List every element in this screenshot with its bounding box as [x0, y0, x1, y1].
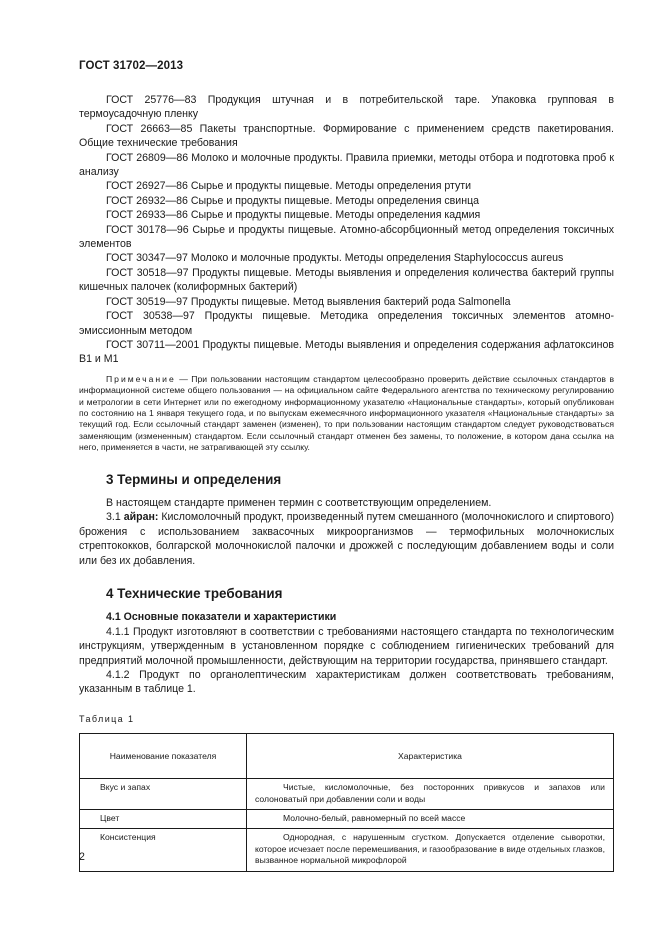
- definition-airan: [79, 510, 614, 568]
- reference-item: ГОСТ 26933—86 Сырье и продукты пищевые. Методы определения кадмия: [106, 209, 481, 222]
- note-label: Примечание: [106, 373, 176, 384]
- reference-item: ГОСТ 25776—83 Продукция штучная и в потребительской таре. Упаковка групповая в термоусадочную пленку: [79, 94, 614, 121]
- reference-item: ГОСТ 30178—96 Сырье и продукты пищевые. Атомно-абсорбционный метод определения токсичных элементов: [79, 223, 614, 251]
- document-header: ГОСТ 31702—2013: [79, 60, 184, 72]
- reference-item: ГОСТ 26663—85 Пакеты транспортные. Формирование с применением средств пакетирования. Общие технические требования: [79, 122, 614, 150]
- definition-number: 3.1: [106, 511, 121, 524]
- table-cell-value: Чистые, кисломолочные, без посторонних привкусов и запахов или солоноватый при добавлении соли и воды: [247, 779, 614, 810]
- page-number: 2: [79, 851, 85, 863]
- column-header-characteristic: Характеристика: [247, 734, 614, 779]
- note: [79, 374, 614, 454]
- reference-item: ГОСТ 30518—97 Продукты пищевые. Методы выявления и определения количества бактерий группы кишечных палочек (колиформных бактерий): [79, 266, 614, 294]
- reference-item: ГОСТ 26927—86 Сырье и продукты пищевые. Методы определения ртути: [106, 180, 472, 193]
- paragraph-4-1-1: 4.1.1 Продукт изготовляют в соответствии с требованиями настоящего стандарта по технологическим инструкциям, утвержденным в установленном порядке с соблюдением гигиенических требований для предприятий молочной промышленности, действующим на территории государства, принявшего стандарт.: [79, 625, 614, 667]
- note-text: — При пользовании настоящим стандартом целесообразно проверить действие ссылочных стандартов в информационной системе общего пользования — на официальном сайте Федерального агентства по техническому регулированию и метрологии в сети Интернет или по ежегодному информационному указателю «Национальные стандарты», который опубликован по состоянию на 1 января текущего года, и по выпускам ежемесячного информационного указателя «Национальные стандарты» за текущий год. Если ссылочный стандарт заменен (изменен), то при пользовании настоящим стандартом следует руководствоваться заменяющим (измененным) стандартом. Если ссылочный стандарт отменен без замены, то положение, в котором дана ссылка на него, применяется в части, не затрагивающей эту ссылку.: [79, 373, 615, 453]
- reference-item: ГОСТ 30538—97 Продукты пищевые. Методика определения токсичных элементов атомно-эмиссионным методом: [79, 310, 614, 337]
- table-row: [80, 779, 614, 810]
- section-4-heading: 4 Технические требования: [106, 586, 283, 601]
- table-row: [80, 810, 614, 829]
- table-caption: Таблица 1: [79, 713, 135, 724]
- table-header-row: [80, 734, 614, 779]
- reference-item: ГОСТ 26809—86 Молоко и молочные продукты. Правила приемки, методы отбора и подготовка проб к анализу: [79, 151, 614, 179]
- subsection-4-1: [79, 610, 614, 624]
- paragraph-4-1-2: 4.1.2 Продукт по органолептическим характеристикам должен соответствовать требованиям, указанным в таблице 1.: [79, 669, 614, 696]
- reference-item: ГОСТ 30519—97 Продукты пищевые. Метод выявления бактерий рода Salmonella: [106, 295, 511, 308]
- definition-text: Кисломолочный продукт, произведенный путем смешанного (молочнокислого и спиртового) брожения с использованием заквасочных микроорганизмов — термофильных молочнокислых стрептококков, болгарской молочнокислой палочки и дрожжей с последующим добавлением воды и соли или без их добавления.: [79, 511, 615, 567]
- table-cell-name: Цвет: [80, 810, 247, 829]
- section-3-heading: 3 Термины и определения: [106, 471, 282, 487]
- table-1: [79, 733, 614, 871]
- section-3-intro: В настоящем стандарте применен термин с соответствующим определением.: [106, 496, 492, 509]
- table-cell-name: Консистенция: [80, 829, 247, 871]
- subsection-4-1-heading: 4.1 Основные показатели и характеристики: [106, 611, 337, 624]
- page-body: [79, 93, 614, 872]
- table-cell-value: Однородная, с нарушенным сгустком. Допускается отделение сыворотки, которое исчезает после перемешивания, и газообразование в виде отдельных глазков, вызванное нормальной микрофлорой: [247, 829, 614, 871]
- table-row: [80, 829, 614, 871]
- reference-list: [79, 93, 614, 367]
- table-cell-value: Молочно-белый, равномерный по всей массе: [247, 810, 614, 829]
- column-header-name: Наименование показателя: [80, 734, 247, 779]
- definition-term: айран:: [123, 511, 159, 524]
- reference-item: ГОСТ 30347—97 Молоко и молочные продукты. Методы определения Staphylococcus aureus: [106, 252, 564, 265]
- reference-item: ГОСТ 26932—86 Сырье и продукты пищевые. Методы определения свинца: [106, 194, 480, 207]
- reference-item: ГОСТ 30711—2001 Продукты пищевые. Методы выявления и определения содержания афлатоксинов В1 и М1: [79, 338, 614, 366]
- table-cell-name: Вкус и запах: [80, 779, 247, 810]
